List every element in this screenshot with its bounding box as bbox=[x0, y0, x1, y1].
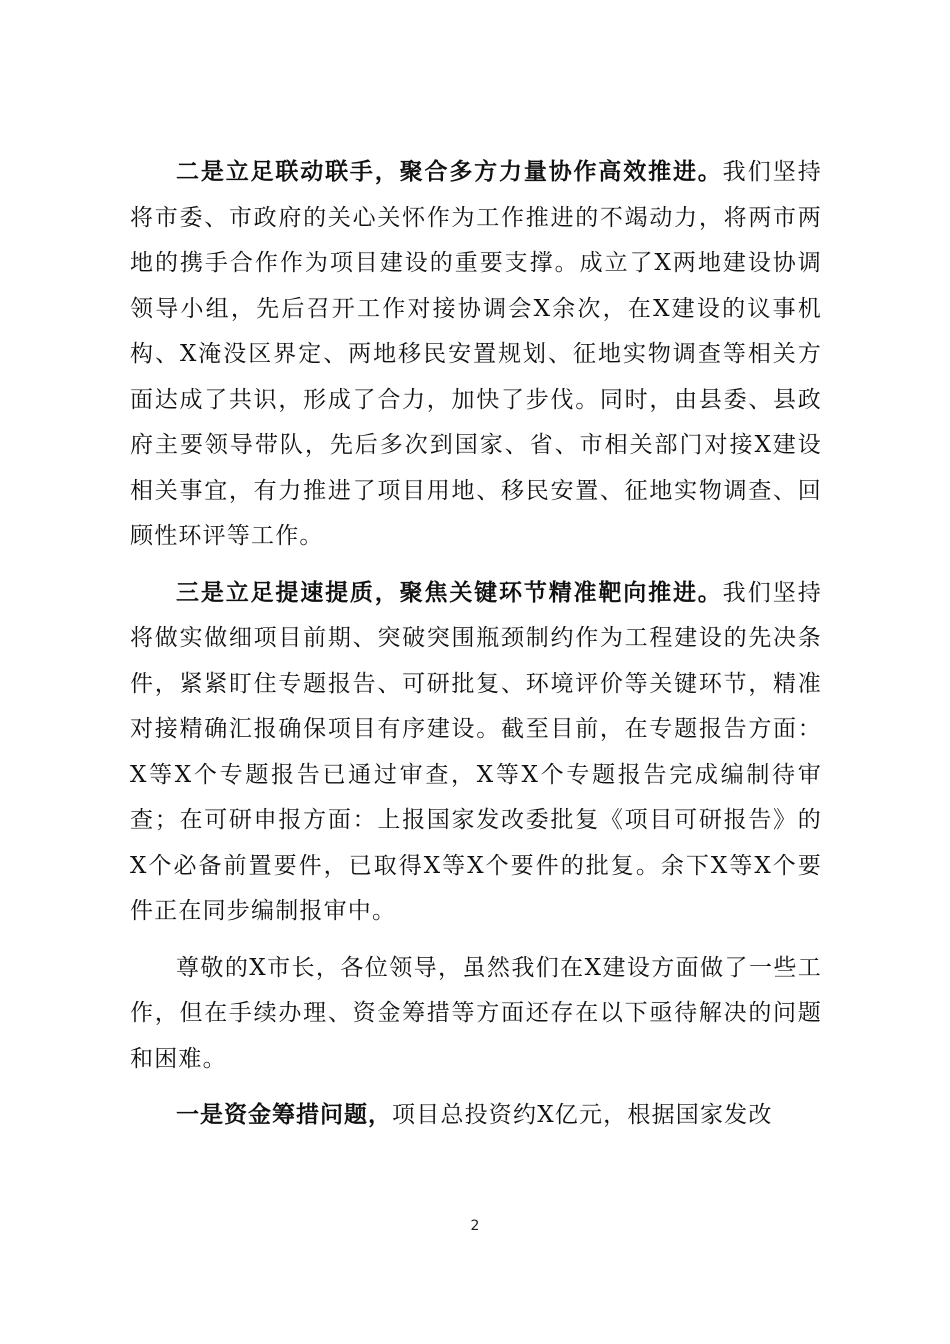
document-body bbox=[130, 150, 822, 1150]
paragraph-address bbox=[130, 946, 822, 1083]
paragraph-linkage bbox=[130, 150, 822, 560]
page-number: 2 bbox=[470, 1218, 480, 1234]
paragraph-text: 我们坚持将市委、市政府的关心关怀作为工作推进的不竭动力，将两市两地的携手合作作为项目建设的重要支撑。成立了X两地建设协调领导小组，先后召开工作对接协调会X余次，在X建设的议事机构、X淹没区界定、两地移民安置规划、征地实物调查等相关方面达成了共识，形成了合力，加快了步伐。同时，由县委、县政府主要领导带队，先后多次到国家、省、市相关部门对接X建设相关事宜，有力推进了项目用地、移民安置、征地实物调查、回顾性环评等工作。 bbox=[130, 159, 822, 549]
paragraph-lead: 二是立足联动联手，聚合多方力量协作高效推进。 bbox=[176, 159, 723, 185]
paragraph-lead: 一是资金筹措问题， bbox=[176, 1102, 392, 1128]
paragraph-acceleration bbox=[130, 571, 822, 935]
paragraph-text: 尊敬的X市长，各位领导，虽然我们在X建设方面做了一些工作，但在手续办理、资金筹措等方面还存在以下亟待解决的问题和困难。 bbox=[130, 954, 822, 1072]
paragraph-lead: 三是立足提速提质，聚焦关键环节精准靶向推进。 bbox=[176, 579, 723, 606]
paragraph-text: 我们坚持将做实做细项目前期、突破突围瓶颈制约作为工程建设的先决条件，紧紧盯住专题报告、可研批复、环境评价等关键环节，精准对接精确汇报确保项目有序建设。截至目前，在专题报告方面：X等X个专题报告已通过审查，X等X个专题报告完成编制待审查；在可研申报方面：上报国家发改委批复《项目可研报告》的X个必备前置要件，已取得X等X个要件的批复。余下X等X个要件正在同步编制报审中。 bbox=[130, 579, 822, 924]
paragraph-text: 项目总投资约X亿元，根据国家发改 bbox=[392, 1102, 773, 1128]
paragraph-funding bbox=[130, 1093, 822, 1139]
